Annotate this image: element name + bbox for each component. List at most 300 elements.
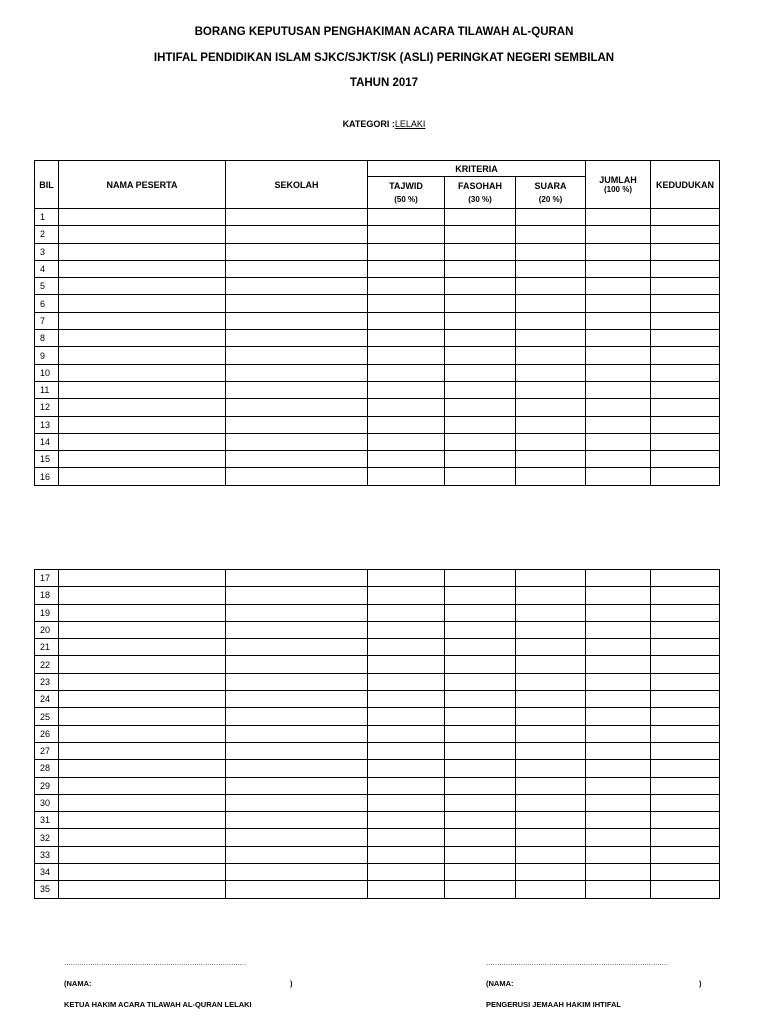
- row-number: 25: [35, 708, 59, 725]
- suara-cell[interactable]: [516, 399, 586, 416]
- sekolah-cell[interactable]: [226, 570, 368, 587]
- kedudukan-cell[interactable]: [651, 399, 720, 416]
- fasohah-cell[interactable]: [445, 742, 516, 759]
- fasohah-cell[interactable]: [445, 381, 516, 398]
- jumlah-cell[interactable]: [586, 433, 651, 450]
- nama-cell[interactable]: [59, 295, 226, 312]
- suara-cell[interactable]: [516, 209, 586, 226]
- nama-cell[interactable]: [59, 451, 226, 468]
- kedudukan-cell[interactable]: [651, 673, 720, 690]
- fasohah-cell[interactable]: [445, 416, 516, 433]
- kedudukan-cell[interactable]: [651, 742, 720, 759]
- nama-cell[interactable]: [59, 708, 226, 725]
- row-number: 5: [35, 278, 59, 295]
- right-signature-line: …………………………………………………………………………: [486, 960, 668, 967]
- jumlah-cell[interactable]: [586, 639, 651, 656]
- fasohah-cell[interactable]: [445, 829, 516, 846]
- sekolah-cell[interactable]: [226, 295, 368, 312]
- fasohah-cell[interactable]: [445, 468, 516, 485]
- nama-cell[interactable]: [59, 364, 226, 381]
- sekolah-cell[interactable]: [226, 364, 368, 381]
- fasohah-cell[interactable]: [445, 794, 516, 811]
- sekolah-cell[interactable]: [226, 243, 368, 260]
- tajwid-cell[interactable]: [368, 399, 445, 416]
- kedudukan-cell[interactable]: [651, 226, 720, 243]
- sekolah-cell[interactable]: [226, 725, 368, 742]
- header-fasohah-pct: (30 %): [468, 195, 492, 204]
- header-kedudukan: KEDUDUKAN: [651, 161, 720, 209]
- suara-cell[interactable]: [516, 846, 586, 863]
- suara-cell[interactable]: [516, 347, 586, 364]
- nama-cell[interactable]: [59, 881, 226, 898]
- tajwid-cell[interactable]: [368, 829, 445, 846]
- kedudukan-cell[interactable]: [651, 451, 720, 468]
- jumlah-cell[interactable]: [586, 295, 651, 312]
- row-number: 31: [35, 812, 59, 829]
- header-kriteria: KRITERIA: [368, 161, 586, 177]
- row-number: 19: [35, 604, 59, 621]
- jumlah-cell[interactable]: [586, 604, 651, 621]
- fasohah-cell[interactable]: [445, 621, 516, 638]
- form-title: BORANG KEPUTUSAN PENGHAKIMAN ACARA TILAWAH AL-QURAN: [194, 26, 574, 38]
- right-nama: (NAMA:: [486, 979, 514, 988]
- nama-cell[interactable]: [59, 278, 226, 295]
- suara-cell[interactable]: [516, 794, 586, 811]
- fasohah-cell[interactable]: [445, 433, 516, 450]
- sekolah-cell[interactable]: [226, 226, 368, 243]
- tajwid-cell[interactable]: [368, 347, 445, 364]
- sekolah-cell[interactable]: [226, 846, 368, 863]
- tajwid-cell[interactable]: [368, 468, 445, 485]
- suara-cell[interactable]: [516, 829, 586, 846]
- tajwid-cell[interactable]: [368, 416, 445, 433]
- sekolah-cell[interactable]: [226, 673, 368, 690]
- sekolah-cell[interactable]: [226, 587, 368, 604]
- sekolah-cell[interactable]: [226, 260, 368, 277]
- sekolah-cell[interactable]: [226, 468, 368, 485]
- sekolah-cell[interactable]: [226, 742, 368, 759]
- row-number: 3: [35, 243, 59, 260]
- kategori: [0, 119, 768, 129]
- suara-cell[interactable]: [516, 451, 586, 468]
- header-fasohah: [445, 177, 516, 209]
- kedudukan-cell[interactable]: [651, 604, 720, 621]
- kedudukan-cell[interactable]: [651, 243, 720, 260]
- jumlah-cell[interactable]: [586, 416, 651, 433]
- suara-cell[interactable]: [516, 621, 586, 638]
- header-bil: BIL: [35, 161, 59, 209]
- fasohah-cell[interactable]: [445, 312, 516, 329]
- nama-cell[interactable]: [59, 260, 226, 277]
- row-number: 29: [35, 777, 59, 794]
- nama-cell[interactable]: [59, 864, 226, 881]
- fasohah-cell[interactable]: [445, 364, 516, 381]
- tajwid-cell[interactable]: [368, 777, 445, 794]
- row-number: 30: [35, 794, 59, 811]
- fasohah-cell[interactable]: [445, 881, 516, 898]
- nama-cell[interactable]: [59, 742, 226, 759]
- fasohah-cell[interactable]: [445, 656, 516, 673]
- sekolah-cell[interactable]: [226, 639, 368, 656]
- nama-cell[interactable]: [59, 416, 226, 433]
- header-tajwid: [368, 177, 445, 209]
- sekolah-cell[interactable]: [226, 794, 368, 811]
- sekolah-cell[interactable]: [226, 829, 368, 846]
- table-row: [35, 725, 720, 742]
- fasohah-cell[interactable]: [445, 330, 516, 347]
- row-number: 2: [35, 226, 59, 243]
- suara-cell[interactable]: [516, 226, 586, 243]
- suara-cell[interactable]: [516, 243, 586, 260]
- nama-cell[interactable]: [59, 312, 226, 329]
- kategori-label: KATEGORI :: [342, 119, 395, 129]
- jumlah-cell[interactable]: [586, 794, 651, 811]
- suara-cell[interactable]: [516, 812, 586, 829]
- fasohah-cell[interactable]: [445, 226, 516, 243]
- sekolah-cell[interactable]: [226, 656, 368, 673]
- tajwid-cell[interactable]: [368, 725, 445, 742]
- header-tajwid-label: TAJWID: [389, 181, 423, 191]
- kedudukan-cell[interactable]: [651, 468, 720, 485]
- table-row: [35, 243, 720, 260]
- kedudukan-cell[interactable]: [651, 691, 720, 708]
- score-table-part1: [34, 160, 720, 486]
- row-number: 33: [35, 846, 59, 863]
- suara-cell[interactable]: [516, 708, 586, 725]
- jumlah-cell[interactable]: [586, 570, 651, 587]
- kedudukan-cell[interactable]: [651, 260, 720, 277]
- tajwid-cell[interactable]: [368, 330, 445, 347]
- jumlah-cell[interactable]: [586, 226, 651, 243]
- jumlah-cell[interactable]: [586, 812, 651, 829]
- kedudukan-cell[interactable]: [651, 621, 720, 638]
- tajwid-cell[interactable]: [368, 794, 445, 811]
- tajwid-cell[interactable]: [368, 587, 445, 604]
- suara-cell[interactable]: [516, 433, 586, 450]
- fasohah-cell[interactable]: [445, 846, 516, 863]
- tajwid-cell[interactable]: [368, 451, 445, 468]
- jumlah-cell[interactable]: [586, 846, 651, 863]
- header-jumlah: [586, 161, 651, 209]
- tajwid-cell[interactable]: [368, 673, 445, 690]
- jumlah-cell[interactable]: [586, 725, 651, 742]
- tajwid-cell[interactable]: [368, 846, 445, 863]
- nama-cell[interactable]: [59, 673, 226, 690]
- nama-cell[interactable]: [59, 570, 226, 587]
- score-table-part2: [34, 569, 720, 899]
- suara-cell[interactable]: [516, 468, 586, 485]
- nama-cell[interactable]: [59, 812, 226, 829]
- row-number: 10: [35, 364, 59, 381]
- table-row: [35, 312, 720, 329]
- sekolah-cell[interactable]: [226, 347, 368, 364]
- nama-cell[interactable]: [59, 243, 226, 260]
- jumlah-cell[interactable]: [586, 381, 651, 398]
- sekolah-cell[interactable]: [226, 451, 368, 468]
- row-number: 6: [35, 295, 59, 312]
- nama-cell[interactable]: [59, 433, 226, 450]
- jumlah-cell[interactable]: [586, 777, 651, 794]
- suara-cell[interactable]: [516, 742, 586, 759]
- tajwid-cell[interactable]: [368, 295, 445, 312]
- table-row: [35, 209, 720, 226]
- sekolah-cell[interactable]: [226, 330, 368, 347]
- fasohah-cell[interactable]: [445, 570, 516, 587]
- jumlah-cell[interactable]: [586, 864, 651, 881]
- fasohah-cell[interactable]: [445, 260, 516, 277]
- tajwid-cell[interactable]: [368, 812, 445, 829]
- row-number: 26: [35, 725, 59, 742]
- tajwid-cell[interactable]: [368, 226, 445, 243]
- tajwid-cell[interactable]: [368, 381, 445, 398]
- jumlah-cell[interactable]: [586, 347, 651, 364]
- suara-cell[interactable]: [516, 570, 586, 587]
- suara-cell[interactable]: [516, 278, 586, 295]
- fasohah-cell[interactable]: [445, 760, 516, 777]
- nama-cell[interactable]: [59, 691, 226, 708]
- sekolah-cell[interactable]: [226, 777, 368, 794]
- fasohah-cell[interactable]: [445, 691, 516, 708]
- jumlah-cell[interactable]: [586, 621, 651, 638]
- jumlah-cell[interactable]: [586, 330, 651, 347]
- suara-cell[interactable]: [516, 260, 586, 277]
- jumlah-cell[interactable]: [586, 468, 651, 485]
- kedudukan-cell[interactable]: [651, 794, 720, 811]
- row-number: 24: [35, 691, 59, 708]
- jumlah-cell[interactable]: [586, 364, 651, 381]
- row-number: 18: [35, 587, 59, 604]
- kedudukan-cell[interactable]: [651, 312, 720, 329]
- sekolah-cell[interactable]: [226, 278, 368, 295]
- jumlah-cell[interactable]: [586, 260, 651, 277]
- tajwid-cell[interactable]: [368, 656, 445, 673]
- sekolah-cell[interactable]: [226, 864, 368, 881]
- jumlah-cell[interactable]: [586, 742, 651, 759]
- sekolah-cell[interactable]: [226, 312, 368, 329]
- table-row: [35, 416, 720, 433]
- fasohah-cell[interactable]: [445, 604, 516, 621]
- jumlah-cell[interactable]: [586, 691, 651, 708]
- tajwid-cell[interactable]: [368, 260, 445, 277]
- suara-cell[interactable]: [516, 881, 586, 898]
- sekolah-cell[interactable]: [226, 399, 368, 416]
- kedudukan-cell[interactable]: [651, 433, 720, 450]
- tajwid-cell[interactable]: [368, 433, 445, 450]
- kedudukan-cell[interactable]: [651, 708, 720, 725]
- tajwid-cell[interactable]: [368, 760, 445, 777]
- suara-cell[interactable]: [516, 416, 586, 433]
- fasohah-cell[interactable]: [445, 708, 516, 725]
- suara-cell[interactable]: [516, 656, 586, 673]
- kedudukan-cell[interactable]: [651, 330, 720, 347]
- nama-cell[interactable]: [59, 330, 226, 347]
- jumlah-cell[interactable]: [586, 451, 651, 468]
- kedudukan-cell[interactable]: [651, 846, 720, 863]
- sekolah-cell[interactable]: [226, 708, 368, 725]
- fasohah-cell[interactable]: [445, 777, 516, 794]
- table-row: [35, 829, 720, 846]
- row-number: 32: [35, 829, 59, 846]
- kedudukan-cell[interactable]: [651, 760, 720, 777]
- jumlah-cell[interactable]: [586, 587, 651, 604]
- nama-cell[interactable]: [59, 777, 226, 794]
- jumlah-cell[interactable]: [586, 243, 651, 260]
- sekolah-cell[interactable]: [226, 209, 368, 226]
- tajwid-cell[interactable]: [368, 209, 445, 226]
- kedudukan-cell[interactable]: [651, 725, 720, 742]
- header-sekolah: SEKOLAH: [226, 161, 368, 209]
- fasohah-cell[interactable]: [445, 587, 516, 604]
- fasohah-cell[interactable]: [445, 278, 516, 295]
- nama-cell[interactable]: [59, 587, 226, 604]
- suara-cell[interactable]: [516, 330, 586, 347]
- sekolah-cell[interactable]: [226, 881, 368, 898]
- nama-cell[interactable]: [59, 209, 226, 226]
- row-number: 23: [35, 673, 59, 690]
- kedudukan-cell[interactable]: [651, 347, 720, 364]
- suara-cell[interactable]: [516, 312, 586, 329]
- sekolah-cell[interactable]: [226, 691, 368, 708]
- tajwid-cell[interactable]: [368, 364, 445, 381]
- kedudukan-cell[interactable]: [651, 278, 720, 295]
- jumlah-cell[interactable]: [586, 829, 651, 846]
- sekolah-cell[interactable]: [226, 621, 368, 638]
- fasohah-cell[interactable]: [445, 673, 516, 690]
- row-number: 12: [35, 399, 59, 416]
- suara-cell[interactable]: [516, 864, 586, 881]
- table-row: [35, 570, 720, 587]
- kedudukan-cell[interactable]: [651, 381, 720, 398]
- tajwid-cell[interactable]: [368, 708, 445, 725]
- jumlah-cell[interactable]: [586, 399, 651, 416]
- jumlah-cell[interactable]: [586, 312, 651, 329]
- jumlah-cell[interactable]: [586, 760, 651, 777]
- nama-cell[interactable]: [59, 846, 226, 863]
- row-number: 22: [35, 656, 59, 673]
- tajwid-cell[interactable]: [368, 881, 445, 898]
- table-row: [35, 295, 720, 312]
- suara-cell[interactable]: [516, 604, 586, 621]
- kedudukan-cell[interactable]: [651, 295, 720, 312]
- nama-cell[interactable]: [59, 656, 226, 673]
- row-number: 9: [35, 347, 59, 364]
- suara-cell[interactable]: [516, 587, 586, 604]
- left-nama-close: ): [290, 979, 293, 988]
- nama-cell[interactable]: [59, 399, 226, 416]
- nama-cell[interactable]: [59, 604, 226, 621]
- tajwid-cell[interactable]: [368, 604, 445, 621]
- tajwid-cell[interactable]: [368, 639, 445, 656]
- sekolah-cell[interactable]: [226, 433, 368, 450]
- suara-cell[interactable]: [516, 725, 586, 742]
- fasohah-cell[interactable]: [445, 639, 516, 656]
- suara-cell[interactable]: [516, 777, 586, 794]
- suara-cell[interactable]: [516, 760, 586, 777]
- jumlah-cell[interactable]: [586, 209, 651, 226]
- fasohah-cell[interactable]: [445, 209, 516, 226]
- kedudukan-cell[interactable]: [651, 364, 720, 381]
- row-number: 7: [35, 312, 59, 329]
- tajwid-cell[interactable]: [368, 312, 445, 329]
- nama-cell[interactable]: [59, 347, 226, 364]
- nama-cell[interactable]: [59, 226, 226, 243]
- table-row: [35, 399, 720, 416]
- suara-cell[interactable]: [516, 364, 586, 381]
- nama-cell[interactable]: [59, 621, 226, 638]
- kedudukan-cell[interactable]: [651, 570, 720, 587]
- sekolah-cell[interactable]: [226, 381, 368, 398]
- jumlah-cell[interactable]: [586, 881, 651, 898]
- kedudukan-cell[interactable]: [651, 587, 720, 604]
- fasohah-cell[interactable]: [445, 347, 516, 364]
- nama-cell[interactable]: [59, 468, 226, 485]
- tajwid-cell[interactable]: [368, 243, 445, 260]
- tajwid-cell[interactable]: [368, 691, 445, 708]
- row-number: 17: [35, 570, 59, 587]
- score-rows-part1: [35, 209, 720, 486]
- table-row: [35, 777, 720, 794]
- tajwid-cell[interactable]: [368, 621, 445, 638]
- nama-cell[interactable]: [59, 725, 226, 742]
- tajwid-cell[interactable]: [368, 742, 445, 759]
- suara-cell[interactable]: [516, 381, 586, 398]
- fasohah-cell[interactable]: [445, 812, 516, 829]
- kedudukan-cell[interactable]: [651, 777, 720, 794]
- tajwid-cell[interactable]: [368, 570, 445, 587]
- suara-cell[interactable]: [516, 691, 586, 708]
- sekolah-cell[interactable]: [226, 812, 368, 829]
- nama-cell[interactable]: [59, 794, 226, 811]
- nama-cell[interactable]: [59, 760, 226, 777]
- sekolah-cell[interactable]: [226, 760, 368, 777]
- table-row: [35, 812, 720, 829]
- nama-cell[interactable]: [59, 381, 226, 398]
- sekolah-cell[interactable]: [226, 604, 368, 621]
- header-suara: [516, 177, 586, 209]
- form-subtitle: IHTIFAL PENDIDIKAN ISLAM SJKC/SJKT/SK (ASLI) PERINGKAT NEGERI SEMBILAN: [153, 52, 615, 64]
- kedudukan-cell[interactable]: [651, 416, 720, 433]
- sekolah-cell[interactable]: [226, 416, 368, 433]
- kedudukan-cell[interactable]: [651, 656, 720, 673]
- kedudukan-cell[interactable]: [651, 864, 720, 881]
- suara-cell[interactable]: [516, 673, 586, 690]
- fasohah-cell[interactable]: [445, 243, 516, 260]
- jumlah-cell[interactable]: [586, 673, 651, 690]
- fasohah-cell[interactable]: [445, 864, 516, 881]
- nama-cell[interactable]: [59, 639, 226, 656]
- kedudukan-cell[interactable]: [651, 209, 720, 226]
- jumlah-cell[interactable]: [586, 656, 651, 673]
- kedudukan-cell[interactable]: [651, 829, 720, 846]
- fasohah-cell[interactable]: [445, 725, 516, 742]
- row-number: 28: [35, 760, 59, 777]
- suara-cell[interactable]: [516, 295, 586, 312]
- fasohah-cell[interactable]: [445, 399, 516, 416]
- table-row: [35, 621, 720, 638]
- fasohah-cell[interactable]: [445, 451, 516, 468]
- kedudukan-cell[interactable]: [651, 881, 720, 898]
- jumlah-cell[interactable]: [586, 278, 651, 295]
- nama-cell[interactable]: [59, 829, 226, 846]
- jumlah-cell[interactable]: [586, 708, 651, 725]
- table-row: [35, 226, 720, 243]
- fasohah-cell[interactable]: [445, 295, 516, 312]
- tajwid-cell[interactable]: [368, 864, 445, 881]
- kedudukan-cell[interactable]: [651, 639, 720, 656]
- suara-cell[interactable]: [516, 639, 586, 656]
- tajwid-cell[interactable]: [368, 278, 445, 295]
- kedudukan-cell[interactable]: [651, 812, 720, 829]
